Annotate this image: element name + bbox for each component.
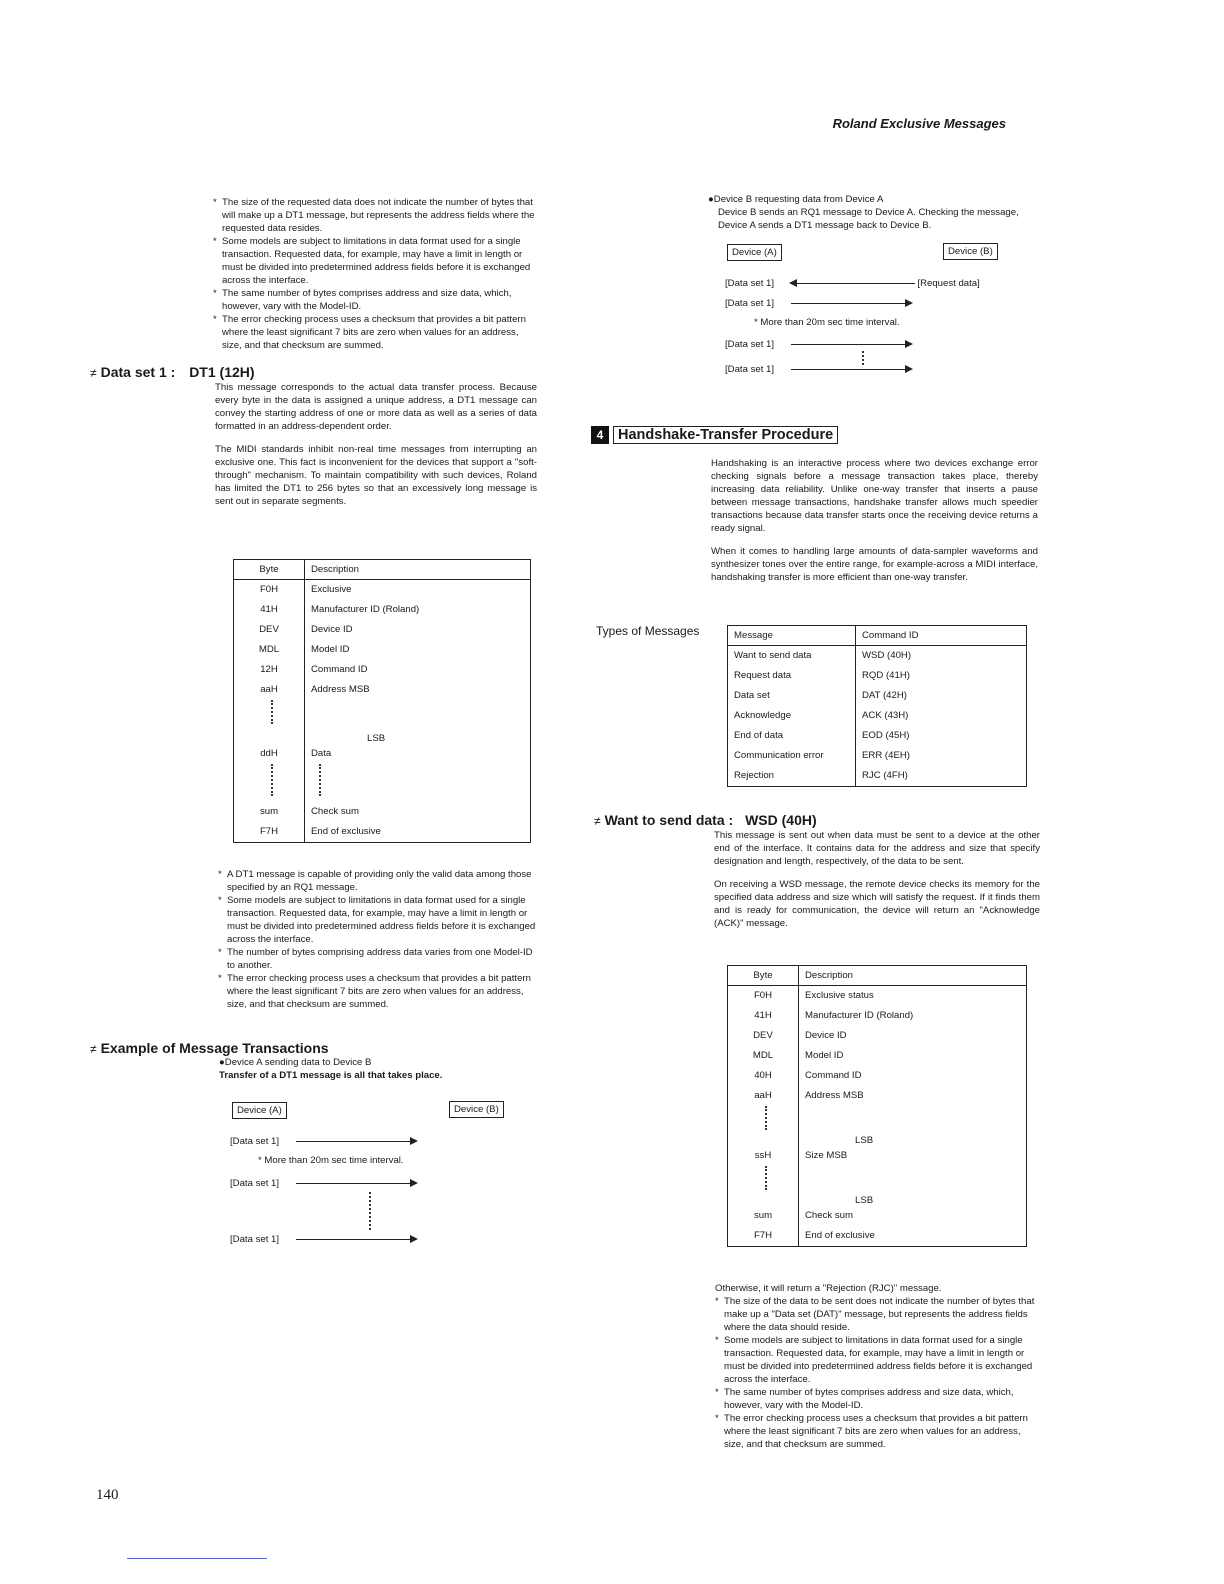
- continuation-dots: [271, 764, 273, 796]
- bullet-icon: ●: [708, 194, 714, 205]
- wsd-after: Otherwise, it will return a "Rejection (RJC)" message. * The size of the data to be sent does not indicate the number of bytes that make up a "Data set (DAT)" message, but represents the address fields where the data should reside. * Some models are subject to limitations in data format used for a single transaction. Requested data, for example, may have a limit in length or must be divided into predetermined address fields before it is exchanged across the interface. * The same number of bytes comprises address and size data, which, however, vary with the Model-ID. * The error checking process uses a checksum that provides a bit pattern where the least significant 7 bits are zero when values for an address, size, and that checksum are summed.: [715, 1282, 1041, 1451]
- transaction-row: [Data set 1]: [725, 336, 911, 354]
- continuation-dots: [765, 1166, 767, 1190]
- table-row: aaH Address MSB: [234, 680, 531, 700]
- table-row: Request data RQD (41H): [728, 666, 1027, 686]
- table-row: ssH Size MSB: [728, 1146, 1027, 1166]
- table-row: Communication error ERR (4EH): [728, 746, 1027, 766]
- section-number: 4: [591, 426, 609, 444]
- device-b-box: Device (B): [449, 1101, 504, 1118]
- arrow-right-icon: [791, 303, 911, 304]
- wsd-heading: ≠ Want to send data : WSD (40H): [594, 812, 817, 828]
- table-row: DEV Device ID: [234, 620, 531, 640]
- table-header: Byte: [234, 560, 305, 580]
- note-item: * The error checking process uses a checksum that provides a bit pattern where the least significant 7 bits are zero when values for an address, size, and that checksum are summed.: [213, 314, 526, 351]
- dataset-heading: ≠ Data set 1 : DT1 (12H): [90, 364, 255, 380]
- table-row: LSB: [728, 1166, 1027, 1206]
- page-header-title: Roland Exclusive Messages: [832, 116, 1006, 131]
- transaction-row: [Data set 1]: [725, 361, 911, 379]
- arrow-right-icon: [791, 344, 911, 345]
- interval-note: * More than 20m sec time interval.: [754, 317, 900, 328]
- arrow-right-icon: [296, 1141, 416, 1142]
- continuation-dots: [319, 764, 321, 796]
- handshake-paragraph: When it comes to handling large amounts of data-sampler waveforms and synthesizer tones over the entire range, for example-across a MIDI interface, handshaking transfer is more efficient than one-way transfer.: [711, 546, 1038, 583]
- table-row: 41H Manufacturer ID (Roland): [728, 1006, 1027, 1026]
- note-item: * The error checking process uses a checksum that provides a bit pattern where the least significant 7 bits are zero when values for an address, size, and that checksum are summed.: [218, 973, 531, 1010]
- table-row: MDL Model ID: [728, 1046, 1027, 1066]
- table-row: Want to send data WSD (40H): [728, 646, 1027, 667]
- table-row: 12H Command ID: [234, 660, 531, 680]
- wsd-paragraphs: [714, 829, 1040, 940]
- example-heading: ≠ Example of Message Transactions: [90, 1040, 329, 1056]
- wsd-table: [727, 965, 1027, 1247]
- table-row: Data set DAT (42H): [728, 686, 1027, 706]
- table-row: Rejection RJC (4FH): [728, 766, 1027, 787]
- table-row: F0H Exclusive: [234, 580, 531, 601]
- left-top-notes: [213, 196, 535, 352]
- note-item: * The same number of bytes comprises address and size data, which, however, vary with the Model-ID.: [715, 1387, 1014, 1411]
- note-item: * Some models are subject to limitations in data format used for a single transaction. Requested data, for example, may have a limit in length or must be divided into predetermined address fields before it is exchanged across the interface.: [218, 895, 536, 945]
- table-row: DEV Device ID: [728, 1026, 1027, 1046]
- footer-divider: [127, 1558, 267, 1559]
- table-row: LSB: [234, 700, 531, 744]
- types-label: Types of Messages: [596, 624, 700, 638]
- device-a-box: Device (A): [727, 244, 782, 261]
- note-item: * Some models are subject to limitations in data format used for a single transaction. Requested data, for example, may have a limit in length or must be divided into predetermined address fields before it is exchanged across the interface.: [715, 1335, 1033, 1385]
- table-row: Acknowledge ACK (43H): [728, 706, 1027, 726]
- note-item: * The same number of bytes comprises address and size data, which, however, vary with the Model-ID.: [213, 288, 512, 312]
- interval-note: * More than 20m sec time interval.: [258, 1155, 404, 1166]
- bullet-icon: ●: [219, 1057, 225, 1068]
- transaction-row: [Data set 1] [Request data]: [725, 278, 980, 289]
- table-header: Message: [728, 626, 856, 646]
- transaction-row: [Data set 1]: [230, 1133, 416, 1151]
- continuation-dots: [765, 1106, 767, 1130]
- dt1-table: [233, 559, 531, 843]
- table-row: F0H Exclusive status: [728, 986, 1027, 1007]
- handshake-paragraphs: [711, 457, 1038, 594]
- transaction-row: [Data set 1]: [230, 1231, 416, 1249]
- note-item: * Some models are subject to limitations in data format used for a single transaction. Requested data, for example, may have a limit in length or must be divided into predetermined address fields before it is exchanged across the interface.: [213, 236, 531, 286]
- types-table: [727, 625, 1027, 787]
- page-number: 140: [96, 1487, 119, 1503]
- table-row: End of data EOD (45H): [728, 726, 1027, 746]
- device-b-box: Device (B): [943, 243, 998, 260]
- arrow-left-icon: [791, 283, 915, 284]
- table-header: Command ID: [856, 626, 1027, 646]
- note-item: * The error checking process uses a checksum that provides a bit pattern where the least significant 7 bits are zero when values for an address, size, and that checksum are summed.: [715, 1413, 1028, 1450]
- device-a-box: Device (A): [232, 1102, 287, 1119]
- transaction-row: [Data set 1]: [725, 295, 911, 313]
- dataset-paragraph: The MIDI standards inhibit non-real time messages from interrupting an exclusive one. This fact is inconvenient for the devices that support a "soft-through" mechanism. To maintain compatibility with such devices, Roland has limited the DT1 to 256 bytes so that an excessively long message is sent out in separate segments.: [215, 444, 537, 507]
- table-row: F7H End of exclusive: [728, 1226, 1027, 1247]
- note-item: * The number of bytes comprising address data varies from one Model-ID to another.: [218, 947, 533, 971]
- table-row: [234, 764, 531, 802]
- table-row: MDL Model ID: [234, 640, 531, 660]
- transaction-row: [Data set 1]: [230, 1175, 416, 1193]
- table-row: LSB: [728, 1106, 1027, 1146]
- example-intro: ●Device A sending data to Device B Transfer of a DT1 message is all that takes place.: [219, 1057, 443, 1081]
- continuation-dots: [271, 700, 273, 724]
- arrow-right-icon: [296, 1183, 416, 1184]
- table-header: Description: [799, 966, 1027, 986]
- handshake-heading: 4 Handshake-Transfer Procedure: [591, 426, 838, 444]
- table-row: sum Check sum: [234, 802, 531, 822]
- table-row: aaH Address MSB: [728, 1086, 1027, 1106]
- table-row: ddH Data: [234, 744, 531, 764]
- dataset-paragraph: This message corresponds to the actual data transfer process. Because every byte in the data is assigned a unique address, a DT1 message can convey the starting address of one or more data as well as a series of data formatted in an address-dependent order.: [215, 382, 537, 432]
- table-row: F7H End of exclusive: [234, 822, 531, 843]
- table-header: Description: [305, 560, 531, 580]
- note-item: * The size of the data to be sent does not indicate the number of bytes that make up a "Data set (DAT)" message, but represents the address fields where the data should reside.: [715, 1296, 1035, 1333]
- table-row: sum Check sum: [728, 1206, 1027, 1226]
- right-example-intro: ●Device B requesting data from Device A Device B sends an RQ1 message to Device A. Checking the message, Device A sends a DT1 message back to Device B.: [708, 194, 1019, 231]
- wsd-paragraph: On receiving a WSD message, the remote device checks its memory for the specified data address and size which will satisfy the request. If it finds them and is ready for communication, the device will return an "Acknowledge (ACK)" message.: [714, 879, 1040, 929]
- note-item: * The size of the requested data does not indicate the number of bytes that will make up a DT1 message, but represents the address fields where the requested data resides.: [213, 197, 535, 234]
- dataset-notes: [218, 868, 540, 1011]
- handshake-paragraph: Handshaking is an interactive process where two devices exchange error checking signals before a message transaction takes place, thereby increasing data reliability. Unlike one-way transfer that inserts a pause between message transactions, handshake transfer allows much speedier transactions because data transfer starts once the receiving device returns a ready signal.: [711, 458, 1038, 534]
- table-header: Byte: [728, 966, 799, 986]
- table-row: 41H Manufacturer ID (Roland): [234, 600, 531, 620]
- table-row: 40H Command ID: [728, 1066, 1027, 1086]
- wsd-paragraph: This message is sent out when data must be sent to a device at the other end of the interface. It contains data for the address and size that specify designation and length, respectively, of the data to be sent.: [714, 830, 1040, 867]
- vertical-dots: [369, 1192, 371, 1230]
- arrow-right-icon: [791, 369, 911, 370]
- arrow-right-icon: [296, 1239, 416, 1240]
- dataset-paragraphs: [215, 381, 537, 518]
- note-item: * A DT1 message is capable of providing only the valid data among those specified by an RQ1 message.: [218, 869, 532, 893]
